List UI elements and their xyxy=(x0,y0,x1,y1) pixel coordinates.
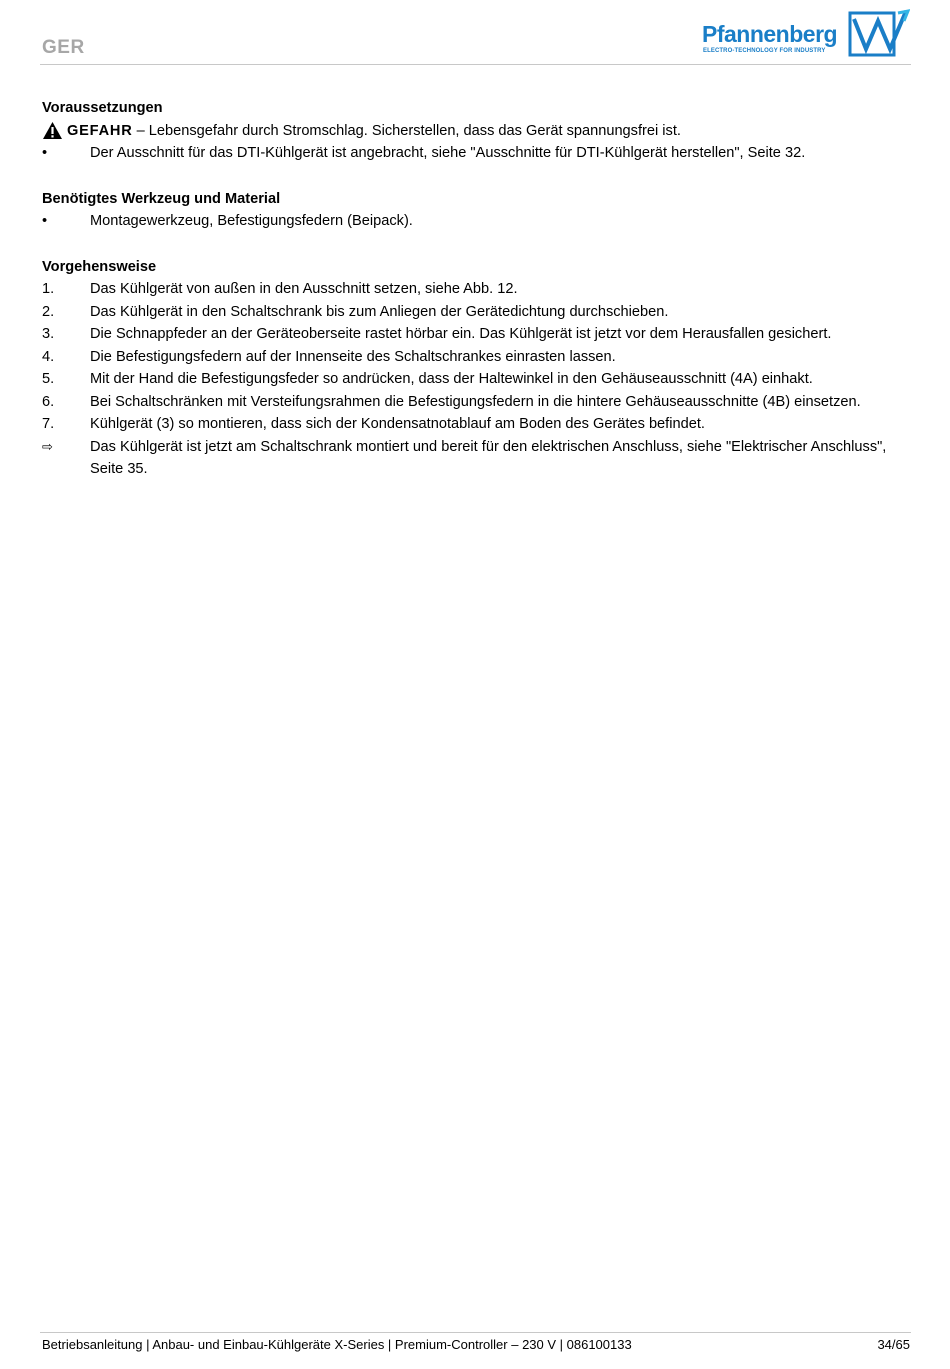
bullet: • xyxy=(42,213,48,229)
step-text: Das Kühlgerät von außen in den Ausschnitt setzen, siehe Abb. 12. xyxy=(90,281,518,297)
procedure-step xyxy=(42,323,910,346)
header-divider xyxy=(40,64,911,65)
step-number: 4. xyxy=(42,348,55,365)
step-text: Die Schnappfeder an der Geräteoberseite rastet hörbar ein. Das Kühlgerät ist jetzt vor dem Herausfallen gesichert. xyxy=(90,326,832,342)
step-number: 3. xyxy=(42,326,55,342)
procedure-step xyxy=(42,413,910,436)
result-arrow-icon: ⇨ xyxy=(42,438,53,454)
warning-signal-word: GEFAHR xyxy=(67,122,133,139)
procedure-step xyxy=(42,278,910,301)
step-number: 7. xyxy=(42,416,55,432)
bullet: • xyxy=(42,145,48,161)
page-content xyxy=(42,97,910,481)
tools-text: Montagewerkzeug, Befestigungsfedern (Beipack). xyxy=(90,213,413,229)
step-text: Das Kühlgerät in den Schaltschrank bis zum Anliegen der Gerätedichtung durchschieben. xyxy=(90,303,669,320)
language-code: GER xyxy=(42,37,85,58)
logo-tagline: ELECTRO-TECHNOLOGY FOR INDUSTRY xyxy=(703,48,826,54)
warning-text: – Lebensgefahr durch Stromschlag. Sicherstellen, dass das Gerät spannungsfrei ist. xyxy=(136,122,681,139)
procedure-step xyxy=(42,301,910,324)
procedure-step xyxy=(42,368,910,391)
procedure-step xyxy=(42,391,910,414)
danger-warning xyxy=(42,120,910,143)
footer-document-title: Betriebsanleitung | Anbau- und Einbau-Kühlgeräte X-Series | Premium-Controller – 230 V | 086100133 xyxy=(42,1337,632,1352)
step-text: Bei Schaltschränken mit Versteifungsrahmen die Befestigungsfedern in die hintere Gehäuseausschnitte (4B) einsetzen. xyxy=(90,393,861,410)
logo-name: Pfannenberg xyxy=(702,21,838,47)
warning-triangle-icon xyxy=(42,121,63,140)
prerequisite-text: Der Ausschnitt für das DTI-Kühlgerät ist angebracht, siehe "Ausschnitte für DTI-Kühlgerät herstellen", Seite 32. xyxy=(90,145,806,161)
page-number: 34/65 xyxy=(877,1337,910,1352)
page-footer xyxy=(42,1337,910,1353)
step-text: Mit der Hand die Befestigungsfeder so andrücken, dass der Haltewinkel in den Gehäuseausschnitt (4A) einhakt. xyxy=(90,371,813,387)
tools-heading: Benötigtes Werkzeug und Material xyxy=(42,190,281,207)
procedure-heading: Vorgehensweise xyxy=(42,258,157,275)
step-text: Die Befestigungsfedern auf der Innenseite des Schaltschrankes einrasten lassen. xyxy=(90,348,616,365)
pfannenberg-logo-icon xyxy=(848,9,910,57)
prerequisites-heading: Voraussetzungen xyxy=(42,100,163,116)
step-number: 1. xyxy=(42,281,55,297)
step-text: Kühlgerät (3) so montieren, dass sich der Kondensatnotablauf am Boden des Gerätes befindet. xyxy=(90,416,705,432)
procedure-result xyxy=(42,436,910,481)
company-logo xyxy=(700,7,912,59)
step-number: 2. xyxy=(42,303,55,320)
step-number: 5. xyxy=(42,371,55,387)
procedure-step xyxy=(42,346,910,369)
list-item xyxy=(42,142,910,165)
result-text: Das Kühlgerät ist jetzt am Schaltschrank montiert und bereit für den elektrischen Anschluss, siehe "Elektrischer Anschluss", Seite 35. xyxy=(90,438,887,477)
footer-divider xyxy=(40,1332,911,1333)
list-item xyxy=(42,210,910,233)
step-number: 6. xyxy=(42,393,55,410)
